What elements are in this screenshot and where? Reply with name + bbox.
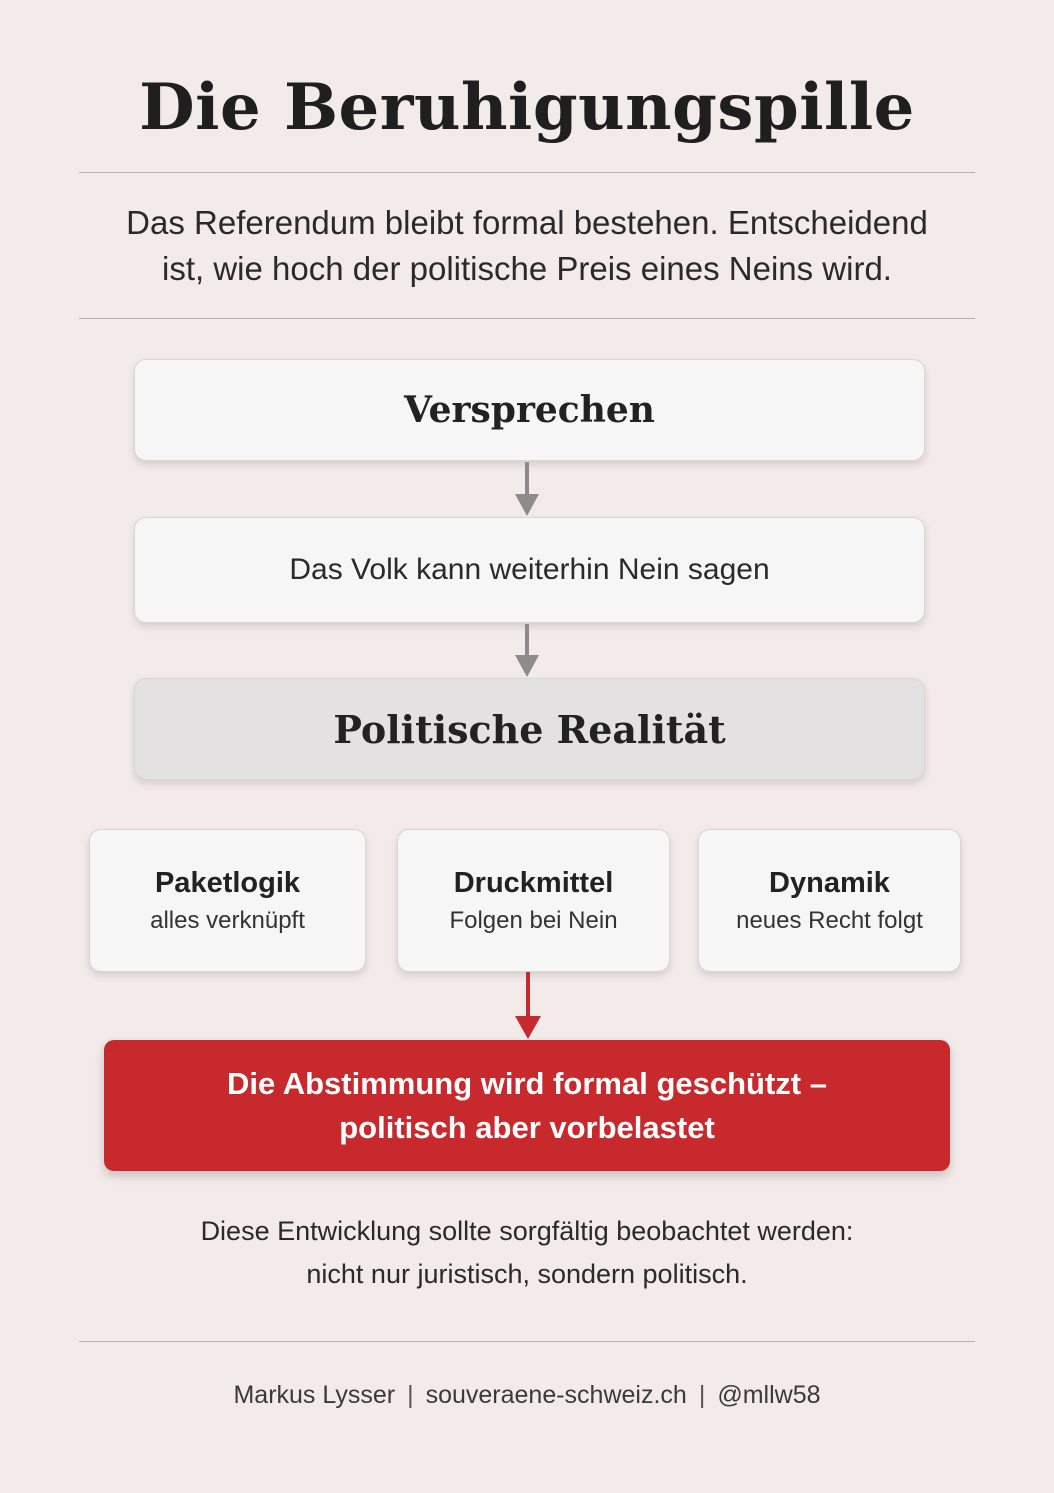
factor-subtitle: Folgen bei Nein [449, 906, 618, 934]
factor-subtitle: neues Recht folgt [736, 906, 923, 934]
people-label: Das Volk kann weiterhin Nein sagen [289, 553, 770, 586]
factor-subtitle: alles verknüpft [150, 906, 305, 934]
conclusion-line-2: politisch aber vorbelastet [339, 1109, 715, 1145]
footer-handle: @mllw58 [717, 1381, 821, 1409]
arrow-promise-to-people [515, 462, 539, 516]
conclusion-line-1: Die Abstimmung wird formal geschützt – [227, 1065, 827, 1101]
conclusion-box [104, 1040, 950, 1171]
promise-label: Versprechen [404, 389, 655, 431]
footer-website: souveraene-schweiz.ch [425, 1381, 687, 1409]
reality-label: Politische Realität [333, 706, 726, 752]
intro-line-1: Das Referendum bleibt formal bestehen. Entscheidend [126, 204, 928, 241]
outro-text [110, 1210, 944, 1296]
factor-title: Druckmittel [453, 866, 614, 899]
footer-author: Markus Lysser [233, 1381, 396, 1409]
arrow-factors-to-conclusion [515, 972, 541, 1039]
outro-line-1: Diese Entwicklung sollte sorgfältig beobachtet werden: [200, 1216, 854, 1246]
footer-separator: | [407, 1381, 414, 1409]
footer-separator: | [698, 1381, 706, 1409]
page-title: Die Beruhigungspille [139, 70, 915, 145]
arrow-people-to-reality [515, 624, 539, 677]
divider-footer [79, 1341, 975, 1342]
footer [0, 1377, 1054, 1413]
factor-title: Dynamik [769, 866, 890, 899]
intro-line-2: ist, wie hoch der politische Preis eines Neins wird. [162, 250, 892, 287]
factor-title: Paketlogik [154, 866, 301, 899]
outro-line-2: nicht nur juristisch, sondern politisch. [306, 1259, 748, 1289]
